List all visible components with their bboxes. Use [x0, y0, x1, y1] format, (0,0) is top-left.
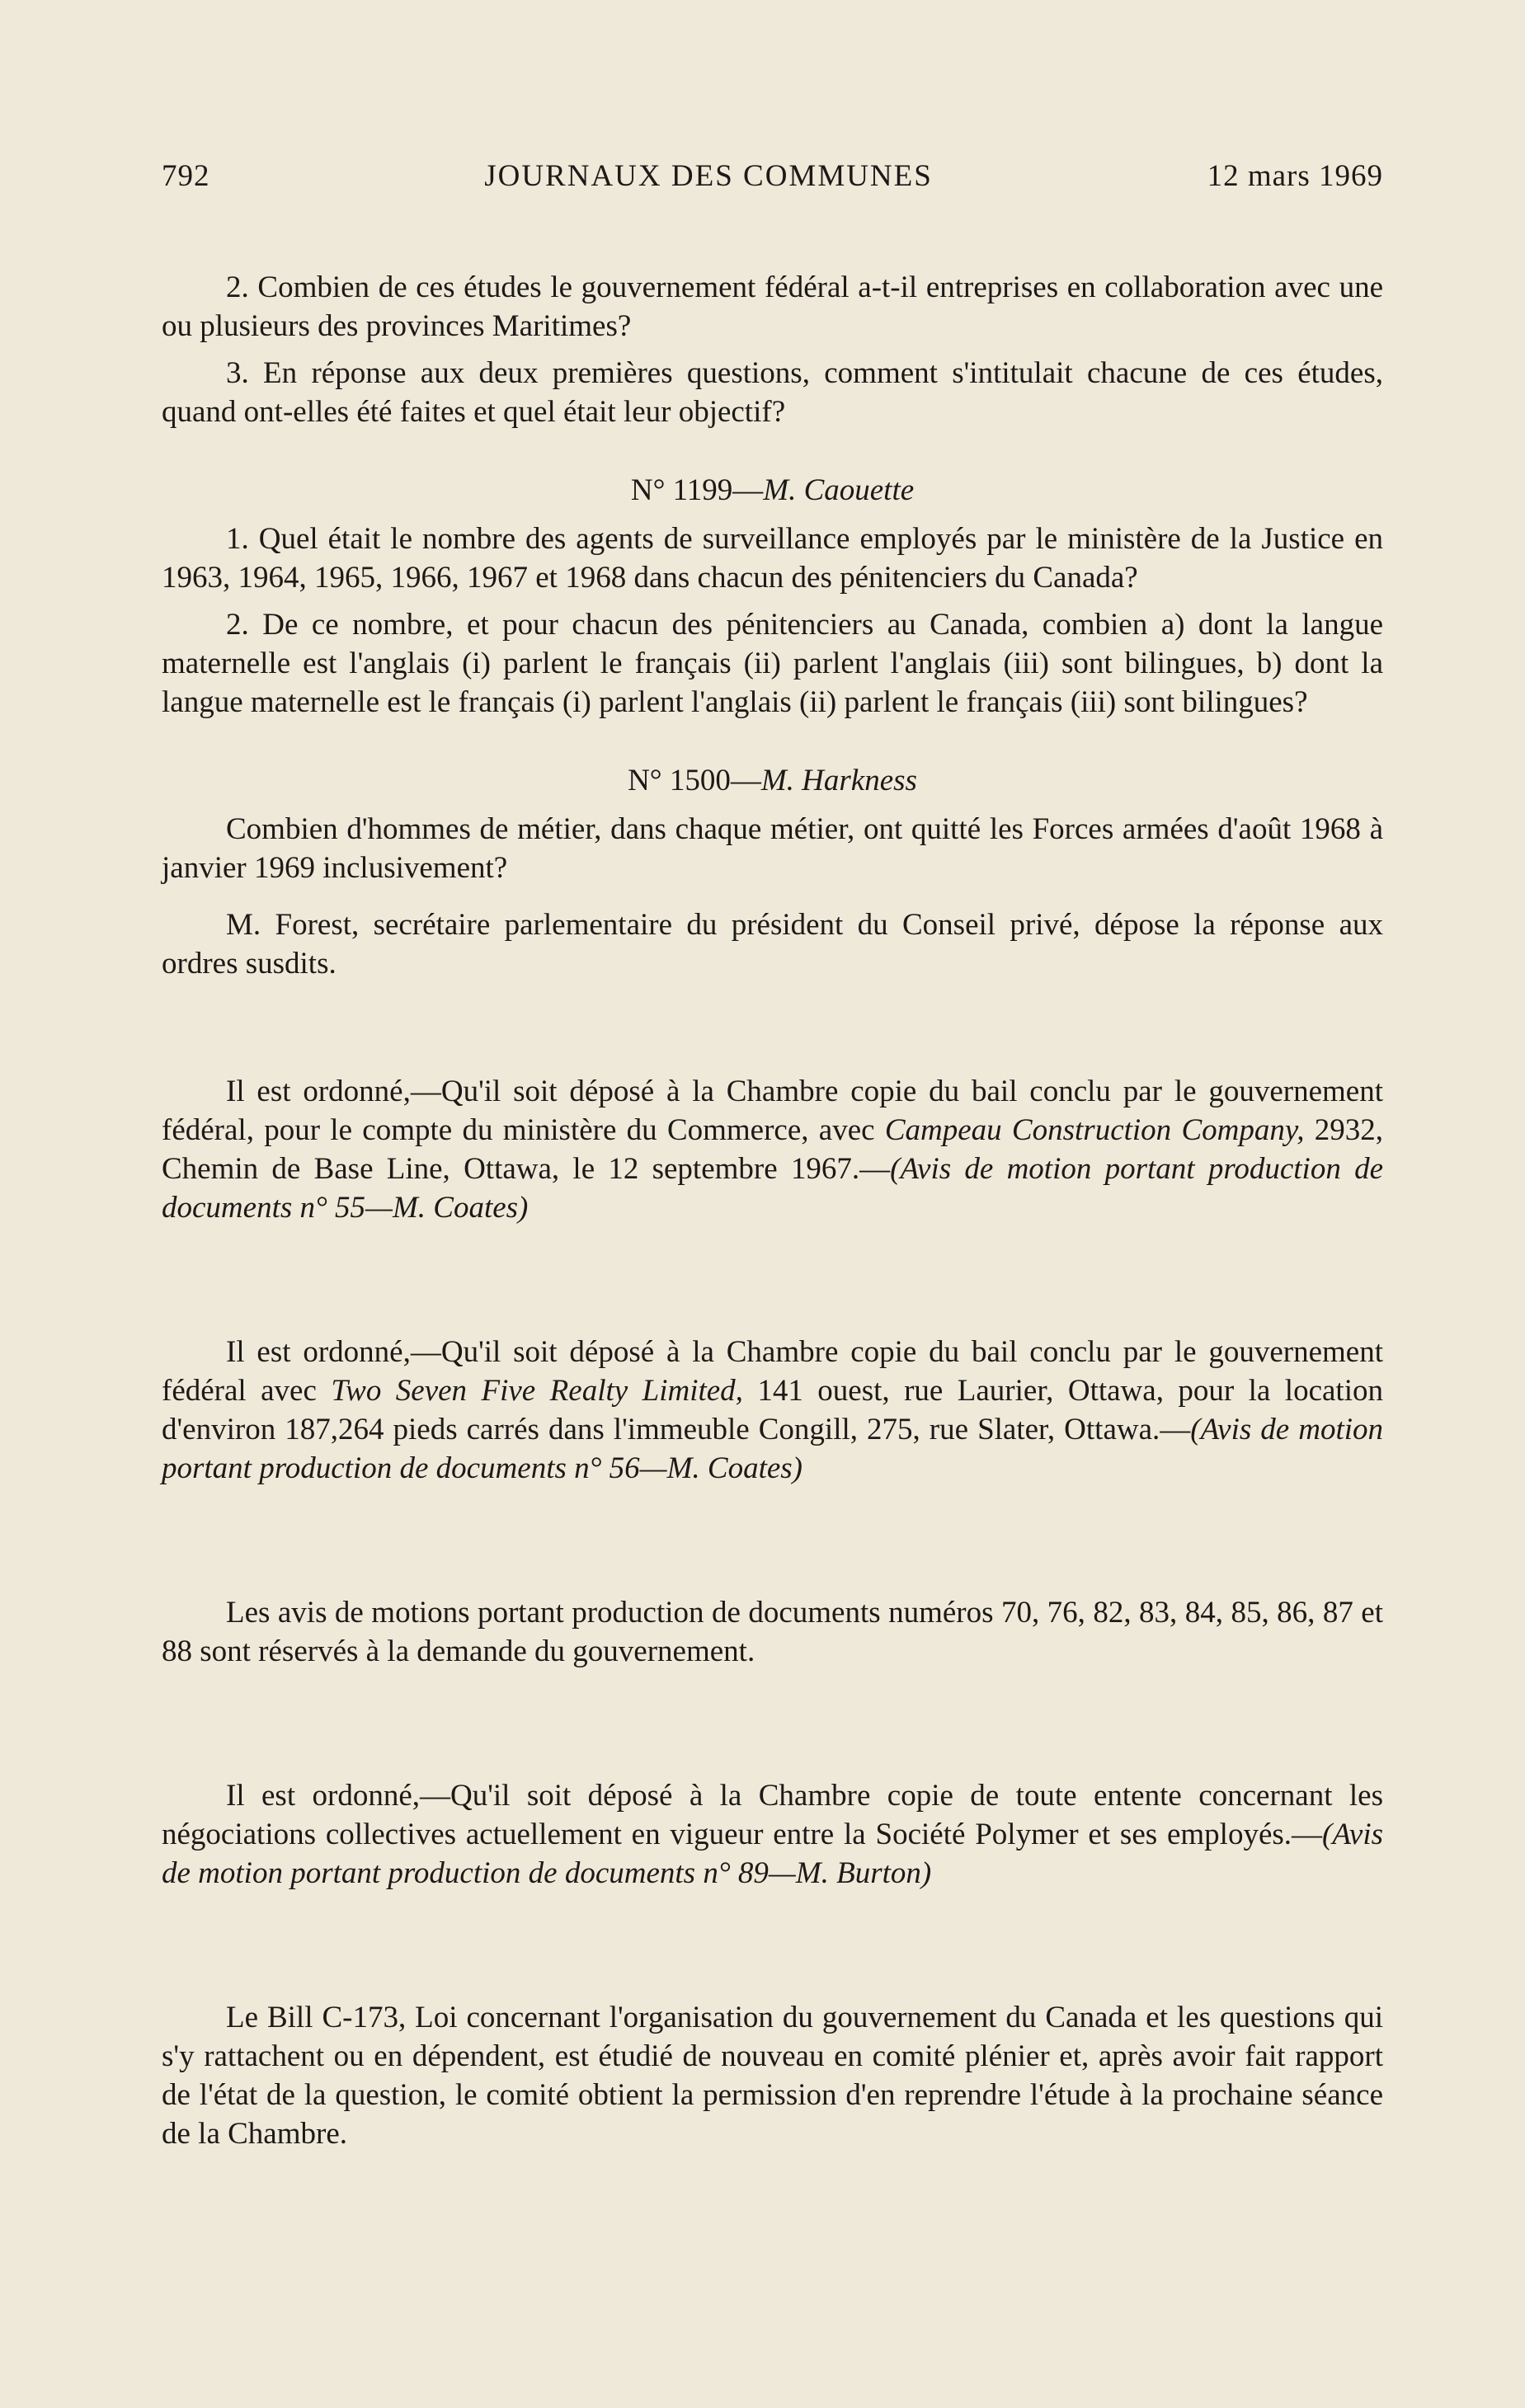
page-number: 792: [162, 159, 210, 193]
bill-paragraph: Le Bill C-173, Loi concernant l'organisation du gouvernement du Canada et les questions qui s'y rattachent ou en dépendent, est étudié de nouveau en comité plénier et, après avoir fait rapport de l'état de la question, le comité obtient la permission d'en reprendre l'étude à la prochaine séance de la Chambre.: [162, 2001, 1383, 2151]
order-paragraph-89: [162, 1776, 1383, 1893]
page-header: [162, 157, 1383, 195]
answer-paragraph: M. Forest, secrétaire parlementaire du président du Conseil privé, dépose la réponse aux ordres susdits.: [162, 908, 1383, 981]
question-paragraph: 1. Quel était le nombre des agents de surveillance employés par le ministère de la Justice en 1963, 1964, 1965, 1966, 1967 et 1968 dans chacun des pénitenciers du Canada?: [162, 522, 1383, 595]
question-paragraph: 2. Combien de ces études le gouvernement fédéral a-t-il entreprises en collaboration avec une ou plusieurs des provinces Maritimes?: [162, 270, 1383, 343]
question-paragraph: 2. De ce nombre, et pour chacun des pénitenciers au Canada, combien a) dont la langue maternelle est l'anglais (i) parlent le français (ii) parlent l'anglais (iii) sont bilingues, b) dont la langue maternelle est le français (i) parlent l'anglais (ii) parlent le français (iii) sont bilingues?: [162, 608, 1383, 719]
order-text: 2932, Chemin de Base Line, Ottawa, le 12 septembre 1967.—: [162, 1113, 1384, 1186]
question-paragraph: Combien d'hommes de métier, dans chaque métier, ont quitté les Forces armées d'août 1968 à janvier 1969 inclusivement?: [162, 812, 1383, 885]
member-name: M. Harkness: [760, 764, 917, 797]
order-paragraph-55: [162, 1072, 1383, 1227]
journal-title: JOURNAUX DES COMMUNES: [484, 159, 933, 193]
company-name: Two Seven Five Realty Limited,: [331, 1374, 743, 1408]
motion-citation: (Avis de motion portant production de documents n° 55—M. Coates): [162, 1152, 1384, 1225]
order-text: Il est ordonné,—Qu'il soit déposé à la Chambre copie de toute entente concernant les négociations collectives actuellement en vigueur entre la Société Polymer et ses employés.—: [162, 1779, 1383, 1851]
order-text: Il est ordonné,—Qu'il soit déposé à la Chambre copie du bail conclu par le gouvernement fédéral avec: [162, 1335, 1383, 1408]
reserved-motions-paragraph: Les avis de motions portant production de documents numéros 70, 76, 82, 83, 84, 85, 86, 87 et 88 sont réservés à la demande du gouvernement.: [162, 1596, 1383, 1668]
question-paragraph: 3. En réponse aux deux premières questions, comment s'intitulait chacune de ces études, quand ont-elles été faites et quel était leur objectif?: [162, 356, 1383, 429]
order-text: Il est ordonné,—Qu'il soit déposé à la Chambre copie du bail conclu par le gouvernement fédéral, pour le compte du ministère du Commerce, avec: [162, 1075, 1383, 1147]
page-date: 12 mars 1969: [1207, 159, 1383, 193]
motion-citation: (Avis de motion portant production de documents n° 89—M. Burton): [162, 1818, 1383, 1890]
question-number: N° 1500—: [628, 764, 761, 797]
order-text: 141 ouest, rue Laurier, Ottawa, pour la location d'environ 187,264 pieds carrés dans l'immeuble Congill, 275, rue Slater, Ottawa.—: [162, 1374, 1383, 1446]
question-number-heading: [162, 761, 1383, 800]
question-number: N° 1199—: [630, 473, 764, 507]
member-name: M. Caouette: [763, 473, 915, 507]
company-name: Campeau Construction Company,: [884, 1113, 1305, 1147]
question-number-heading: [162, 471, 1383, 510]
order-paragraph-56: [162, 1333, 1383, 1488]
motion-citation: (Avis de motion portant production de documents n° 56—M. Coates): [162, 1413, 1383, 1485]
